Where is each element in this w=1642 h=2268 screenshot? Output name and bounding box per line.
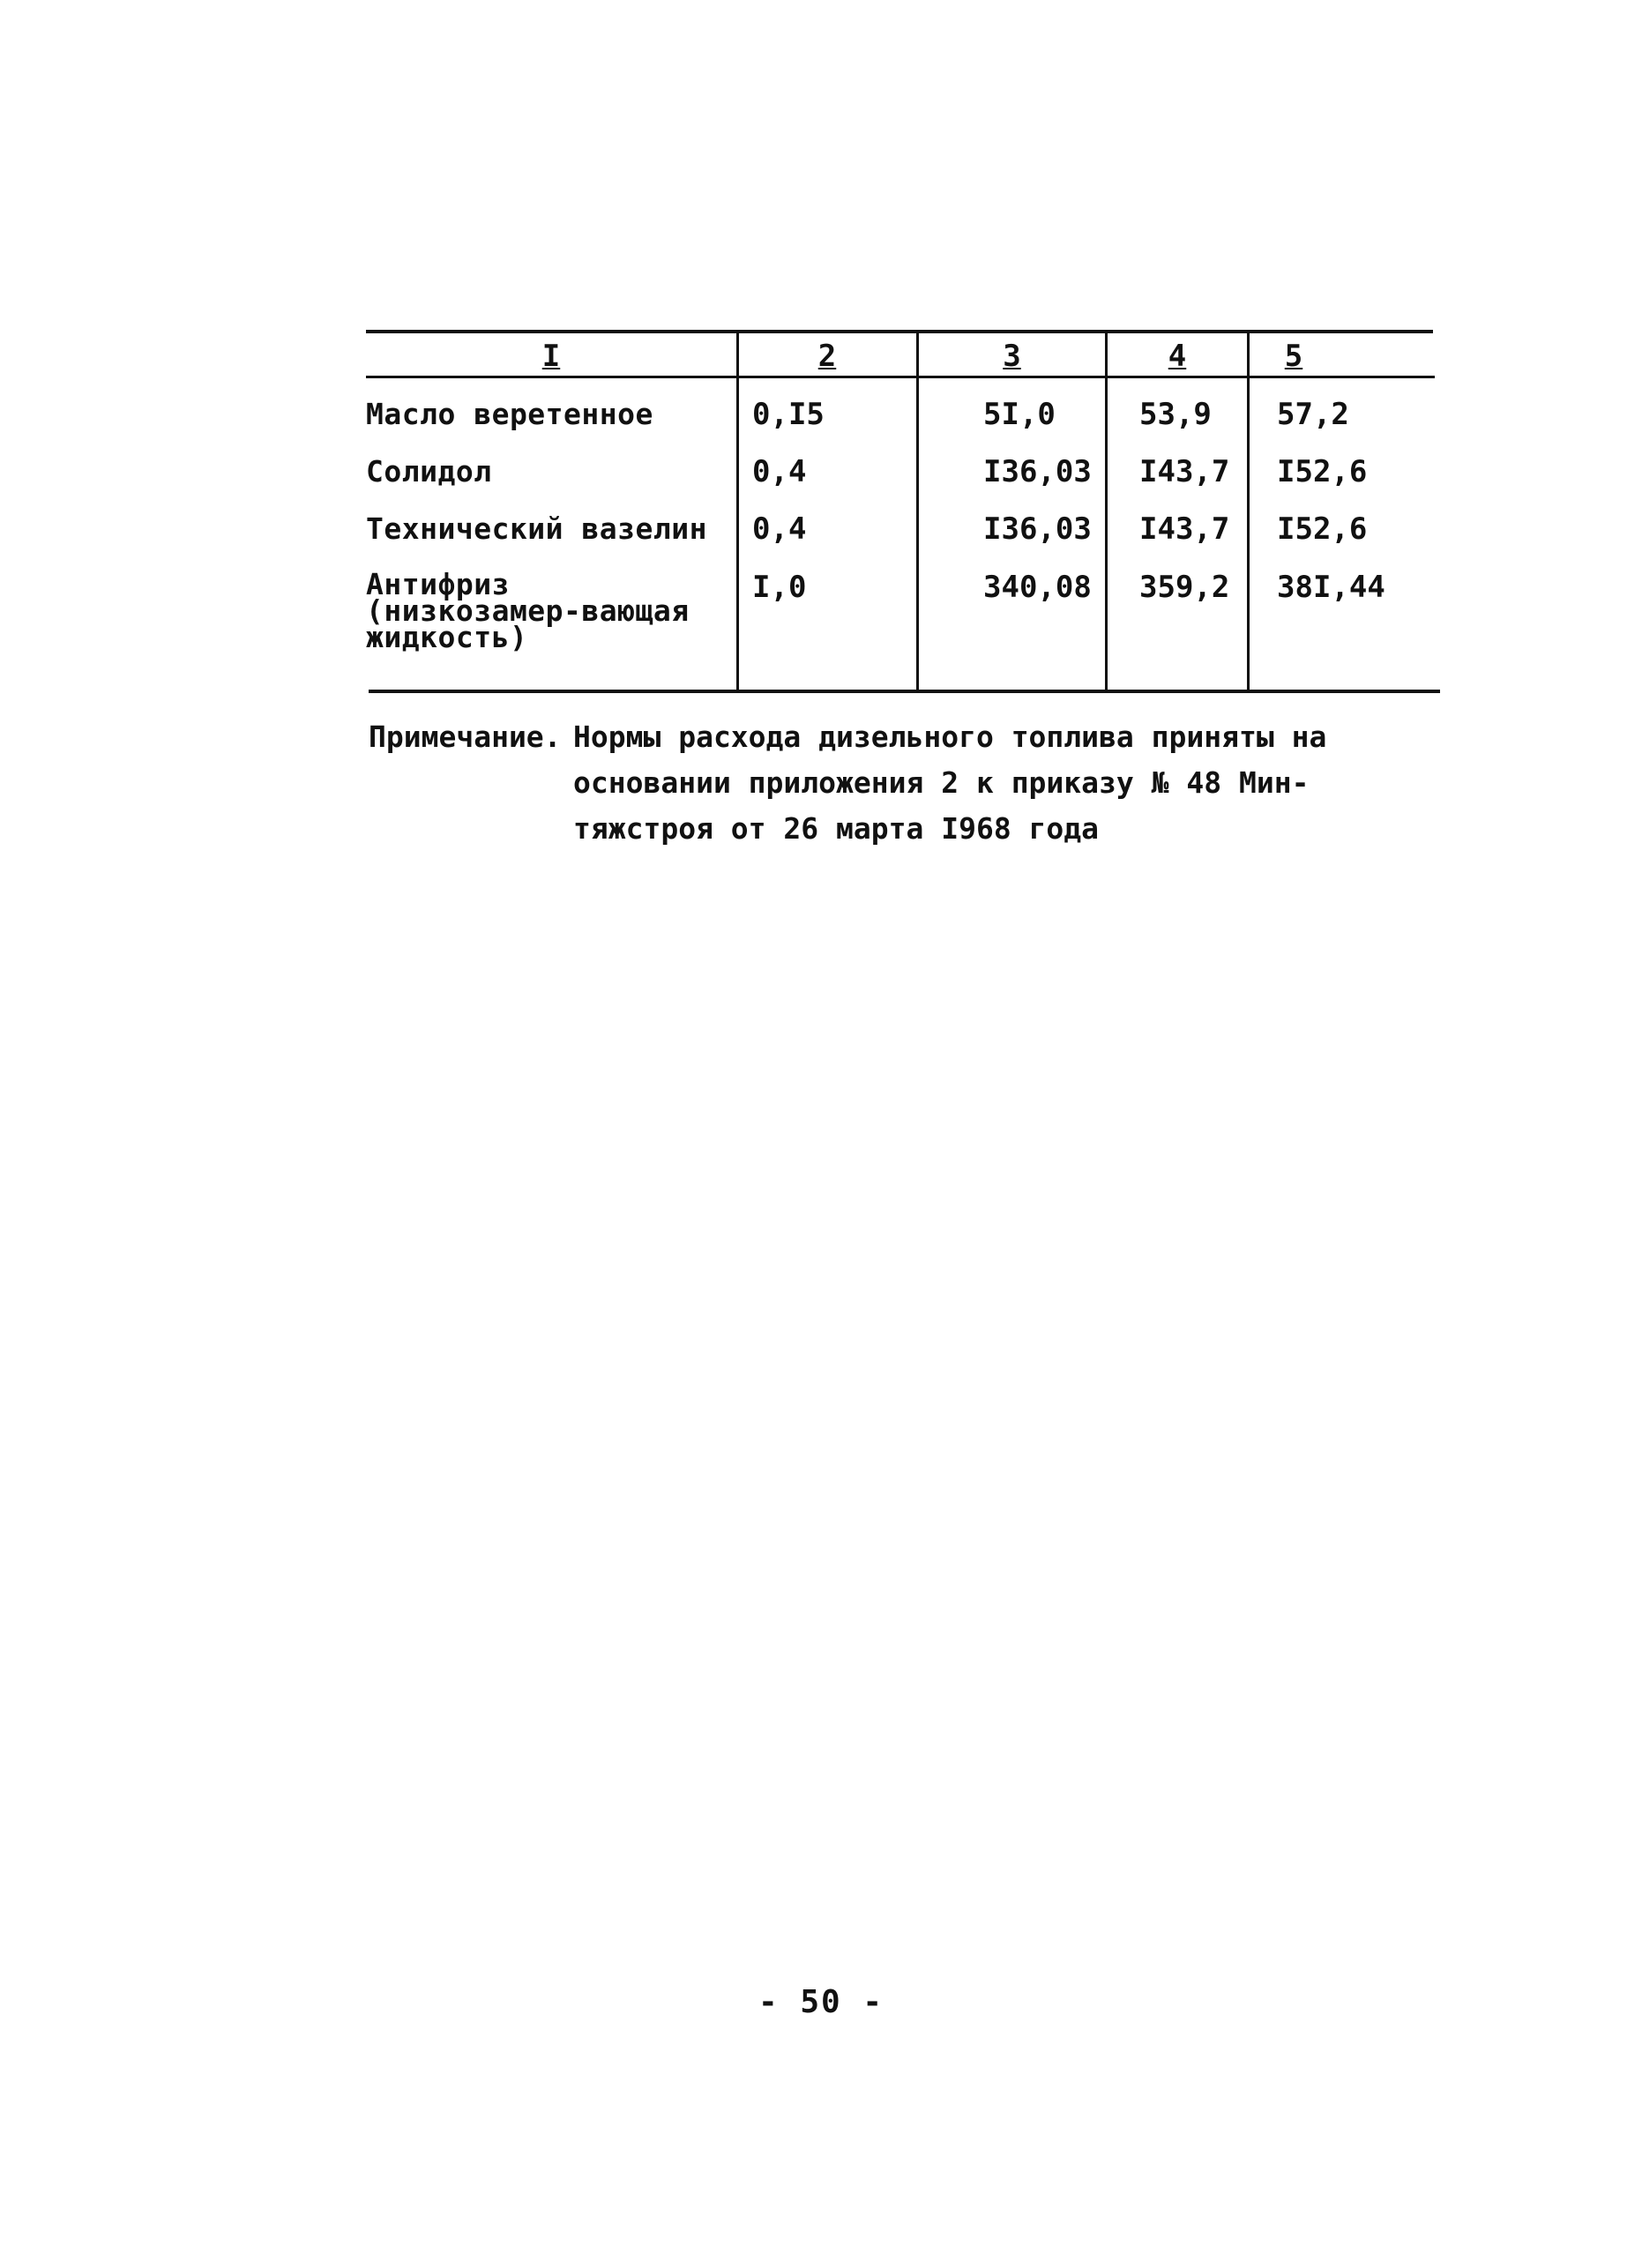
row-4-col-3: 340,08 — [983, 570, 1092, 605]
column-divider — [1247, 330, 1250, 693]
row-1-col-3: 5I,0 — [983, 397, 1056, 432]
row-4-col-5: 38I,44 — [1277, 570, 1385, 605]
row-2-col-4: I43,7 — [1139, 454, 1230, 489]
note-line-3: тяжстроя от 26 марта I968 года — [573, 811, 1100, 846]
row-3-col-4: I43,7 — [1139, 511, 1230, 547]
row-4-name: Антифриз (низкозамер-вающая жидкость) — [366, 567, 690, 654]
row-1-name: Масло веретенное — [366, 397, 653, 431]
row-3-col-3: I36,03 — [983, 511, 1092, 547]
column-divider — [736, 330, 739, 693]
page-number: - 50 - — [758, 1984, 884, 2020]
header-col-5: 5 — [1284, 339, 1303, 374]
header-col-3: 3 — [1003, 339, 1021, 374]
note-line-2: основании приложения 2 к приказу № 48 Мин- — [573, 765, 1310, 800]
row-2-name: Солидол — [366, 454, 492, 489]
column-divider — [916, 330, 919, 693]
row-2-col-3: I36,03 — [983, 454, 1092, 489]
note-label: Примечание. — [369, 720, 562, 754]
row-2-col-2: 0,4 — [752, 454, 807, 489]
consumption-table — [366, 330, 1437, 693]
row-3-col-2: 0,4 — [752, 511, 807, 547]
header-col-2: 2 — [817, 339, 837, 374]
column-divider — [1105, 330, 1108, 693]
table-header-rule — [366, 376, 1435, 378]
note-line-1 — [369, 714, 1427, 760]
row-3-name: Технический вазелин — [366, 511, 707, 546]
row-1-col-4: 53,9 — [1139, 397, 1212, 432]
row-2-col-5: I52,6 — [1277, 454, 1368, 489]
note-text-1: Нормы расхода дизельного топлива приняты на — [573, 720, 1327, 754]
row-4-col-4: 359,2 — [1139, 570, 1230, 605]
table-top-rule — [366, 330, 1433, 333]
row-1-col-5: 57,2 — [1277, 397, 1349, 432]
row-1-col-2: 0,I5 — [752, 397, 825, 432]
header-col-1: I — [541, 339, 561, 374]
table-bottom-rule — [369, 690, 1440, 693]
row-3-col-5: I52,6 — [1277, 511, 1368, 547]
header-col-4: 4 — [1168, 339, 1187, 374]
table-note — [369, 714, 1427, 852]
row-4-col-2: I,0 — [752, 570, 807, 605]
